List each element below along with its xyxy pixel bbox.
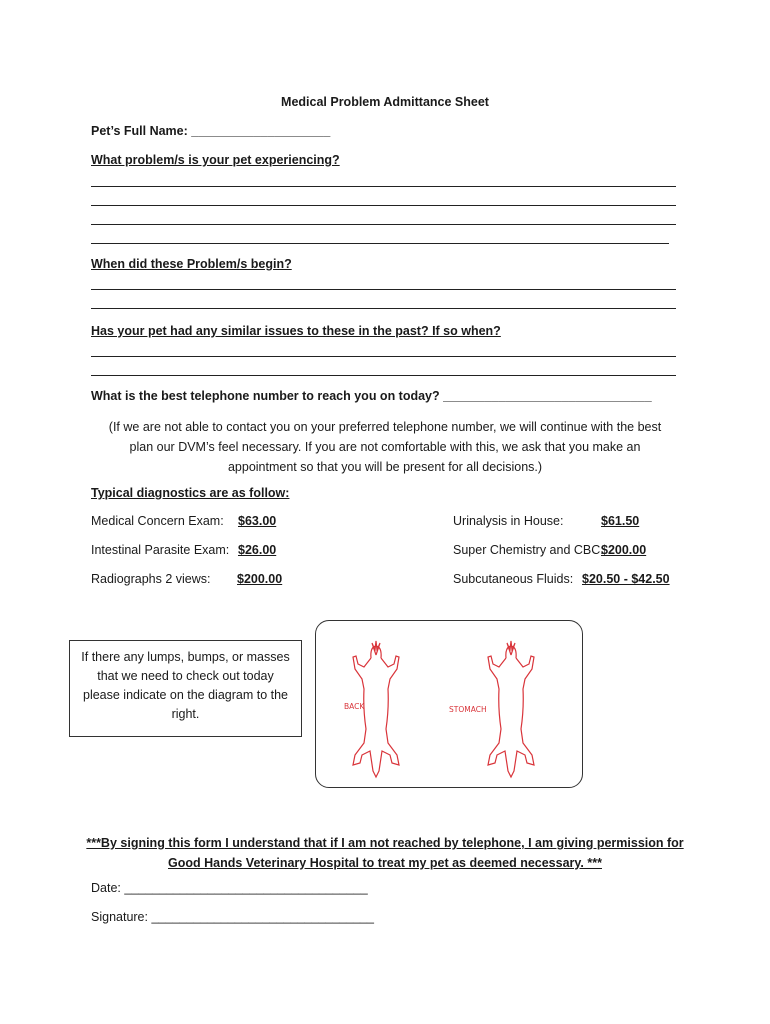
answer-line[interactable] — [91, 375, 676, 376]
diagnostic-price: $20.50 - $42.50 — [582, 572, 670, 586]
phone-label: What is the best telephone number to reach you on today? — [91, 389, 440, 403]
lumps-line: that we need to check out today — [97, 669, 274, 683]
diagnostic-price: $200.00 — [237, 572, 283, 586]
signature-field[interactable]: ________________________________ — [151, 910, 374, 924]
stomach-outline[interactable] — [488, 641, 534, 777]
contact-note — [90, 417, 680, 477]
signature-row — [91, 910, 374, 924]
answer-line[interactable] — [91, 243, 669, 244]
stomach-label: STOMACH — [449, 705, 487, 714]
diagnostic-label: Subcutaneous Fluids: — [453, 572, 574, 586]
answer-line[interactable] — [91, 186, 676, 187]
diagnostic-label: Radiographs 2 views: — [91, 572, 211, 586]
lumps-instructions-box — [69, 640, 302, 737]
diagnostic-label: Medical Concern Exam: — [91, 514, 224, 528]
date-field[interactable]: ___________________________________ — [124, 881, 368, 895]
diagnostics-heading: Typical diagnostics are as follow: — [91, 486, 290, 500]
answer-line[interactable] — [91, 205, 676, 206]
note-line: appointment so that you will be present for all decisions.) — [227, 460, 543, 474]
diagnostic-price: $26.00 — [238, 543, 277, 557]
note-line: plan our DVM’s feel necessary. If you are not comfortable with this, we ask that you make an — [129, 440, 641, 454]
pet-name-row — [91, 124, 330, 138]
diagnostic-label: Intestinal Parasite Exam: — [91, 543, 230, 557]
date-label: Date: — [91, 881, 121, 895]
pet-name-field[interactable]: ____________________ — [191, 124, 331, 138]
consent-line: ***By signing this form I understand that if I am not reached by telephone, I am giving permission for — [86, 836, 684, 850]
lumps-line: If there any lumps, bumps, or masses — [81, 650, 290, 664]
signature-label: Signature: — [91, 910, 148, 924]
lumps-line: right. — [171, 707, 200, 721]
consent-statement — [70, 833, 700, 873]
answer-line[interactable] — [91, 308, 676, 309]
pet-name-label: Pet’s Full Name: — [91, 124, 188, 138]
diagnostic-label: Super Chemistry and CBC: — [453, 543, 604, 557]
phone-row — [91, 389, 652, 403]
diagnostic-price: $61.50 — [601, 514, 640, 528]
back-label: BACK — [344, 702, 365, 711]
answer-line[interactable] — [91, 356, 676, 357]
answer-line[interactable] — [91, 224, 676, 225]
diagnostic-price: $200.00 — [601, 543, 647, 557]
date-row — [91, 881, 368, 895]
question-problem: What problem/s is your pet experiencing? — [91, 153, 340, 167]
diagnostic-price: $63.00 — [238, 514, 277, 528]
consent-line: Good Hands Veterinary Hospital to treat my pet as deemed necessary. *** — [168, 856, 602, 870]
question-similar: Has your pet had any similar issues to these in the past? If so when? — [91, 324, 501, 338]
phone-field[interactable]: ______________________________ — [443, 389, 652, 403]
note-line: (If we are not able to contact you on your preferred telephone number, we will continue with the best — [108, 420, 662, 434]
diagnostic-label: Urinalysis in House: — [453, 514, 564, 528]
lumps-line: please indicate on the diagram to the — [83, 688, 288, 702]
body-diagram[interactable] — [315, 620, 583, 788]
page-title: Medical Problem Admittance Sheet — [281, 95, 489, 109]
answer-line[interactable] — [91, 289, 676, 290]
question-begin: When did these Problem/s begin? — [91, 257, 292, 271]
